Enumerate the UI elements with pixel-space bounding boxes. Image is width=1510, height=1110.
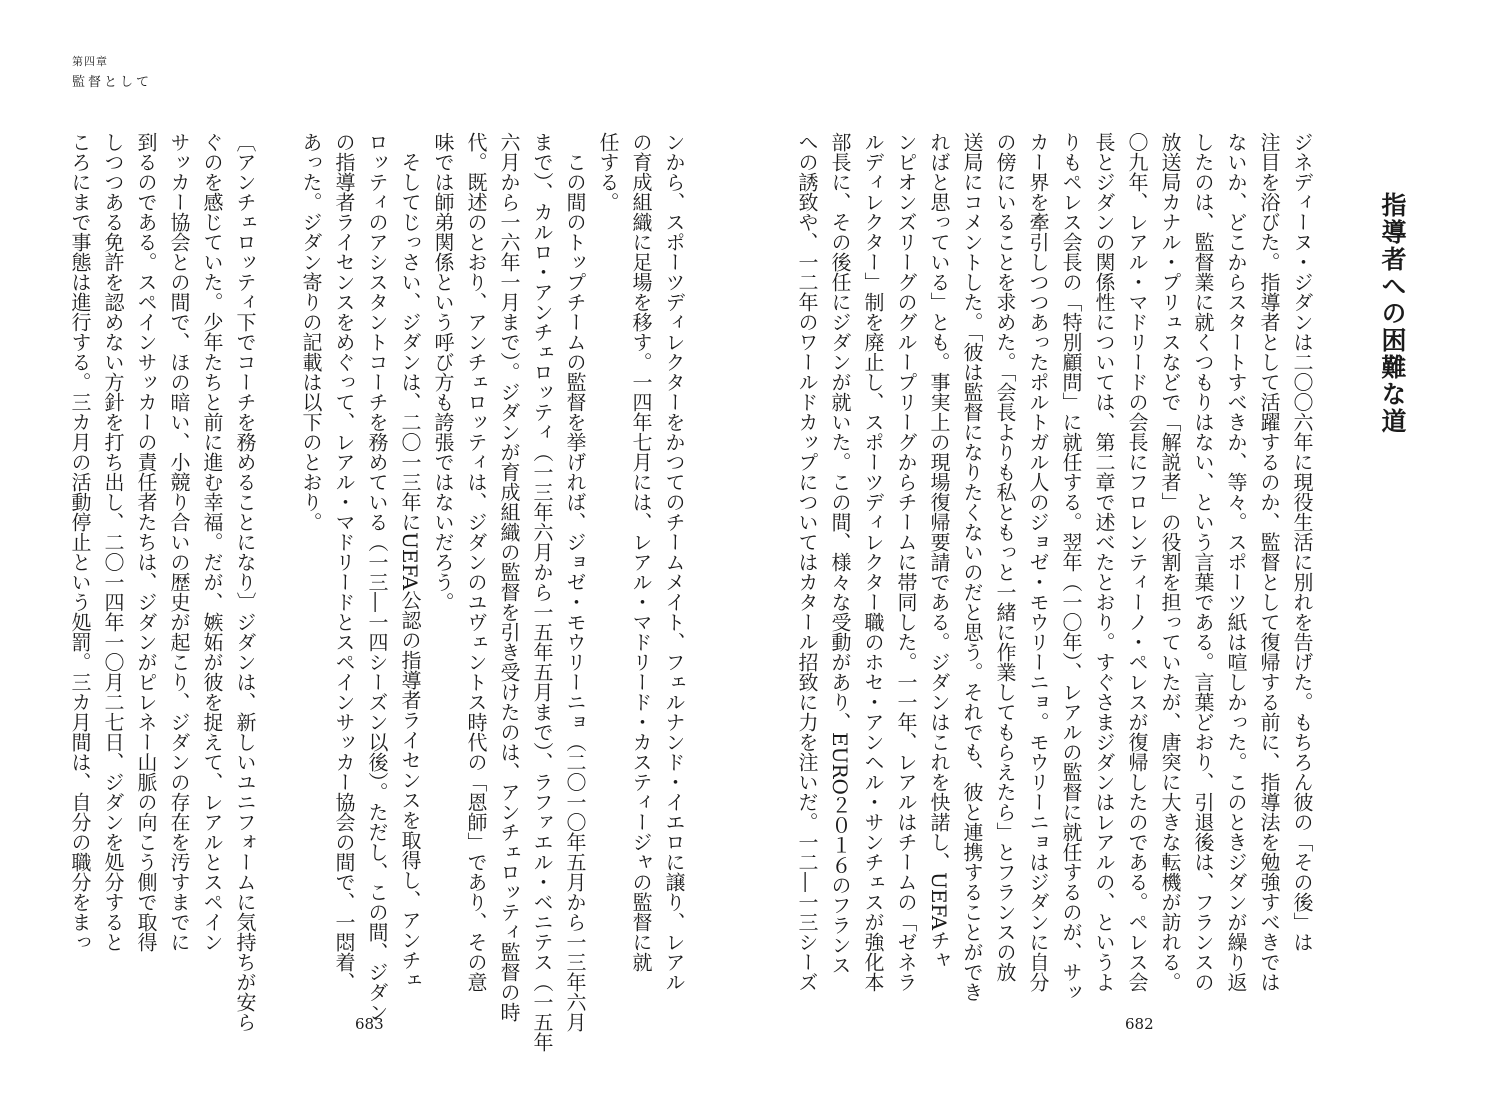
- text-line: ロッティのアシスタントコーチを務めている（一三―一四シーズン以後）。ただし、この間、ジダン: [365, 132, 389, 1022]
- text-line: ればと思っている」とも。事実上の現場復帰要請である。ジダンはこれを快諾し、UEFAチャ: [927, 132, 951, 971]
- section-heading: 指導者への困難な道: [1378, 192, 1407, 435]
- text-line: 〇九年、レアル・マドリードの会長にフロレンティーノ・ペレスが復帰したのである。ペレス会: [1125, 132, 1149, 992]
- text-line: サッカー協会との間で、ほの暗い、小競り合いの歴史が起こり、ジダンの存在を汚すまでに: [167, 132, 191, 952]
- text-line: したのは、監督業に就くつもりはない、という言葉である。言葉どおり、引退後は、フランスの: [1191, 132, 1215, 992]
- text-line: 六月から一六年一月まで）。ジダンが育成組織の監督を引き受けたのは、アンチェロッティ監督の時: [497, 132, 521, 1022]
- text-line: まで）、カルロ・アンチェロッティ（一三年六月から一五年五月まで）、ラファエル・ベニテス（一五年: [530, 132, 554, 1052]
- text-line: あった。ジダン寄りの記載は以下のとおり。: [299, 132, 323, 532]
- running-head: [72, 55, 152, 94]
- text-line: ジネディーヌ・ジダンは二〇〇六年に現役生活に別れを告げた。もちろん彼の「その後」は: [1290, 132, 1314, 952]
- text-line: 味では師弟関係という呼び方も誇張ではないだろう。: [431, 132, 455, 612]
- text-line: 注目を浴びた。指導者として活躍するのか、監督として復帰する前に、指導法を勉強すべきでは: [1257, 132, 1281, 992]
- text-line: の育成組織に足場を移す。一四年七月には、レアル・マドリード・カスティージャの監督に就: [629, 132, 653, 972]
- text-line: [261, 132, 294, 960]
- text-line: そしてじっさい、ジダンは、二〇一三年にUEFA公認の指導者ライセンスを取得し、アンチェ: [398, 132, 422, 991]
- text-line: 〔アンチェロッティ下でコーチを務めることになり〕ジダンは、新しいユニフォームに気持ちが安ら: [233, 132, 257, 1032]
- text-line: しつつある免許を認めない方針を打ち出し、二〇一四年一〇月二七日、ジダンを処分すると: [101, 132, 125, 952]
- text-line: 到るのである。スペインサッカーの責任者たちは、ジダンがピレネー山脈の向こう側で取得: [134, 132, 158, 952]
- text-line: ころにまで事態は進行する。三カ月の活動停止という処罰。三カ月間は、自分の職分をまっ: [68, 132, 92, 952]
- text-line: 代。既述のとおり、アンチェロッティは、ジダンのユヴェントス時代の「恩師」であり、その意: [464, 132, 488, 992]
- text-line: 長とジダンの関係性については、第二章で述べたとおり。すぐさまジダンはレアルの、というよ: [1092, 132, 1116, 992]
- text-line: 任する。: [596, 132, 620, 212]
- text-line: 送局にコメントした。「彼は監督になりたくないのだと思う。それでも、彼と連携することができ: [960, 132, 984, 1002]
- text-line: りもペレス会長の「特別顧問」に就任する。翌年（一〇年）、レアルの監督に就任するのが、サッ: [1059, 132, 1083, 1002]
- text-line: ルディレクター」制を廃止し、スポーツディレクター職のホセ・アンヘル・サンチェスが強化本: [861, 132, 885, 992]
- chapter-label: 第四章: [72, 55, 108, 68]
- page-number-left: 683: [355, 1015, 384, 1033]
- text-line: ないか、どこからスタートすべきか、等々。スポーツ紙は喧しかった。このときジダンが繰り返: [1224, 132, 1248, 992]
- text-line: カー界を牽引しつつあったポルトガル人のジョゼ・モウリーニョ。モウリーニョはジダンに自分: [1026, 132, 1050, 992]
- text-line: の傍にいることを求めた。「会長よりも私ともっと一緒に作業してもらえたら」とフランスの放: [993, 132, 1017, 982]
- chapter-title: 監督として: [72, 75, 153, 90]
- text-line: 部長に、その後任にジダンが就いた。この間、様々な受動があり、EURO２０１６のフランス: [828, 132, 852, 975]
- text-line: この間のトップチームの監督を挙げれば、ジョゼ・モウリーニョ（二〇一〇年五月から一三年六月: [563, 132, 587, 1032]
- text-line: ンピオンズリーグのグループリーグからチームに帯同した。一一年、レアルはチームの「ゼネラ: [894, 132, 918, 992]
- text-line: ぐのを感じていた。少年たちと前に進む幸福。だが、嫉妬が彼を捉えて、レアルとスペイン: [200, 132, 224, 952]
- text-line: ンから、スポーツディレクターをかつてのチームメイト、フェルナンド・イエロに譲り、レアル: [662, 132, 686, 992]
- text-line: への誘致や、一二年のワールドカップについてはカタール招致に力を注いだ。一二―一三シーズ: [795, 132, 819, 992]
- page-number-right: 682: [1125, 1015, 1154, 1033]
- right-page-body: [795, 132, 1318, 1002]
- text-line: の指導者ライセンスをめぐって、レアル・マドリードとスペインサッカー協会の間で、一悶着、: [332, 132, 356, 992]
- text-line: 放送局カナル・プリュスなどで「解説者」の役割を担っていたが、唐突に大きな転機が訪れる。: [1158, 132, 1182, 992]
